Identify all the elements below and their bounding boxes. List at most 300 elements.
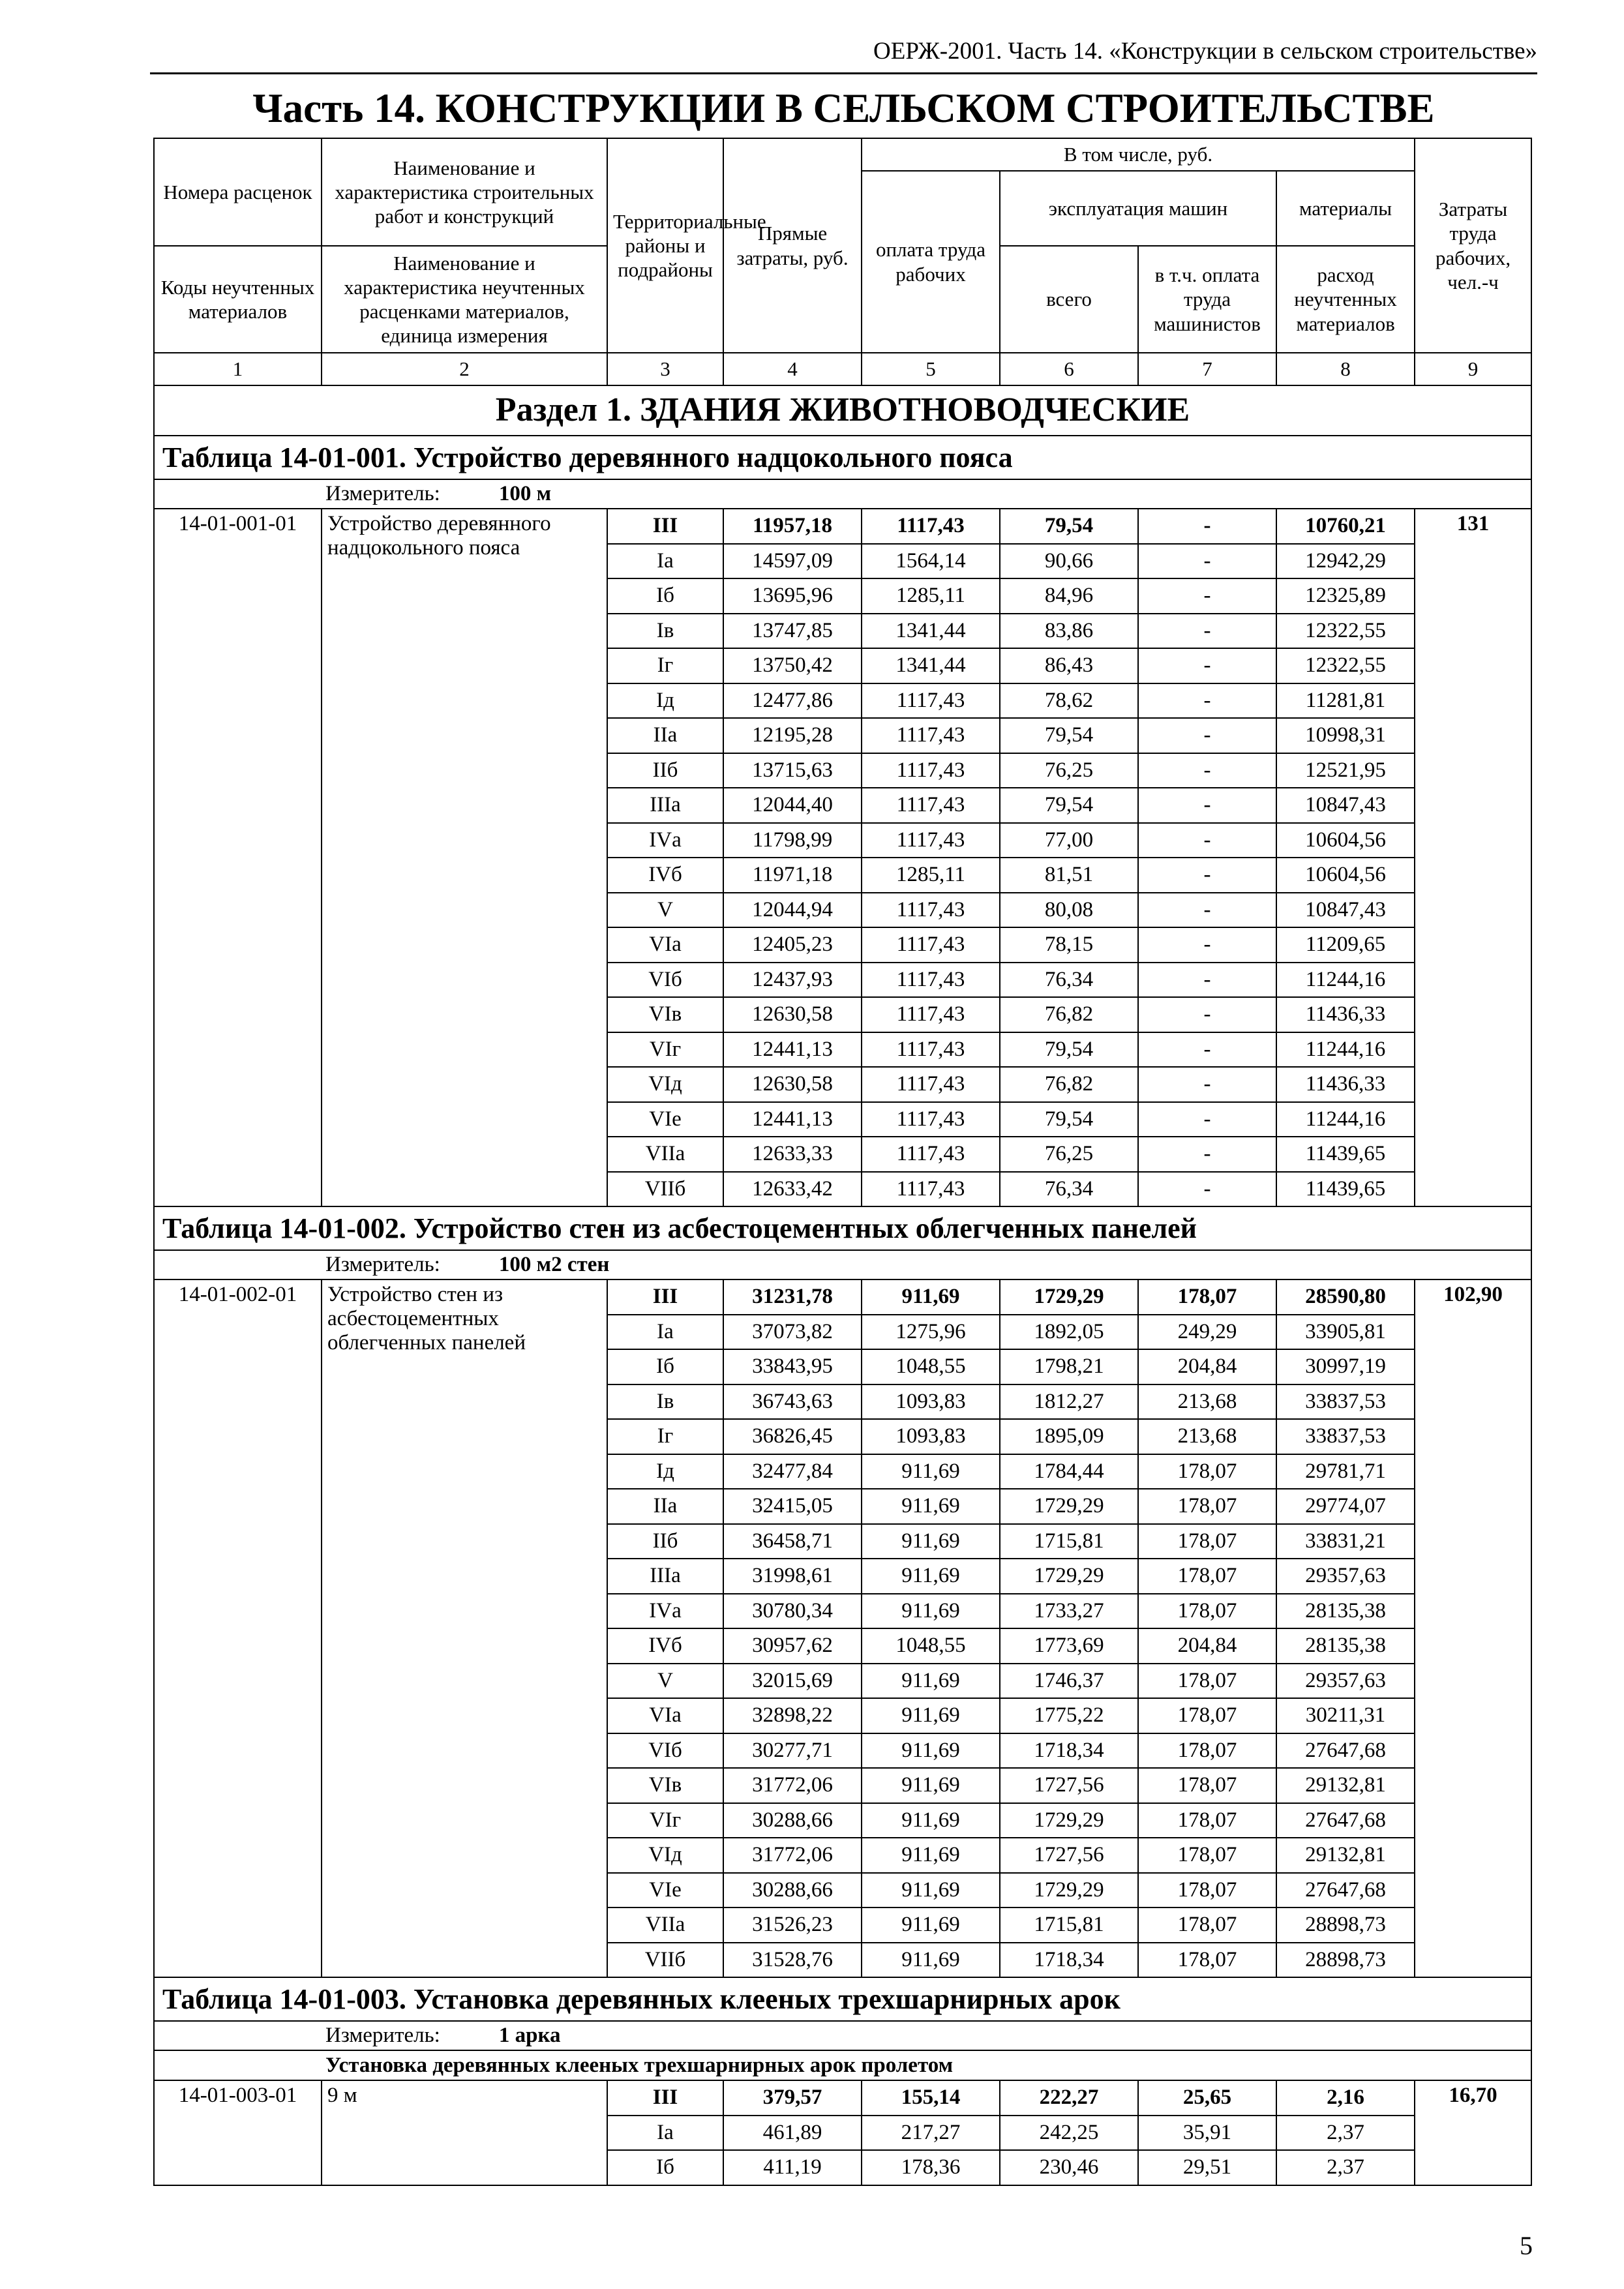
part-title: Часть 14. КОНСТРУКЦИИ В СЕЛЬСКОМ СТРОИТЕЛЬСТВЕ — [252, 85, 1435, 131]
machines-total-cell: 1715,81 — [1000, 1908, 1138, 1943]
wages-cell: 911,69 — [862, 1664, 1000, 1699]
machines-total-cell: 1718,34 — [1000, 1733, 1138, 1769]
region-cell: Iб — [607, 578, 723, 614]
work-name: 9 м — [322, 2080, 607, 2185]
direct-cost-cell: 12405,23 — [723, 927, 862, 963]
region-cell: Iб — [607, 2150, 723, 2185]
machinist-wages-cell: 213,68 — [1138, 1419, 1276, 1454]
machines-total-cell: 84,96 — [1000, 578, 1138, 614]
region-cell: VIг — [607, 1032, 723, 1068]
region-cell: VIIа — [607, 1908, 723, 1943]
labor-cost: 131 — [1415, 509, 1531, 1206]
header-unaccounted-materials: расход неучтенных материалов — [1276, 246, 1415, 353]
wages-cell: 911,69 — [862, 1698, 1000, 1733]
machinist-wages-cell: 178,07 — [1138, 1838, 1276, 1873]
direct-cost-cell: 14597,09 — [723, 544, 862, 579]
direct-cost-cell: 11798,99 — [723, 823, 862, 858]
machines-total-cell: 222,27 — [1000, 2080, 1138, 2116]
materials-cell: 11244,16 — [1276, 963, 1415, 998]
measure-value: 100 м — [498, 482, 552, 506]
direct-cost-cell: 31231,78 — [723, 1279, 862, 1315]
materials-cell: 28135,38 — [1276, 1628, 1415, 1664]
region-cell: IVа — [607, 1594, 723, 1629]
machinist-wages-cell: 249,29 — [1138, 1315, 1276, 1350]
machinist-wages-cell: - — [1138, 753, 1276, 788]
materials-cell: 10998,31 — [1276, 718, 1415, 753]
machinist-wages-cell: 35,91 — [1138, 2116, 1276, 2151]
table-row — [154, 2080, 1531, 2116]
machines-total-cell: 76,25 — [1000, 753, 1138, 788]
machines-total-cell: 1718,34 — [1000, 1943, 1138, 1978]
measure-row — [154, 479, 1531, 509]
region-cell: III — [607, 509, 723, 544]
machinist-wages-cell: 25,65 — [1138, 2080, 1276, 2116]
machinist-wages-cell: 178,07 — [1138, 1559, 1276, 1594]
materials-cell: 29357,63 — [1276, 1559, 1415, 1594]
wages-cell: 911,69 — [862, 1873, 1000, 1908]
materials-cell: 33905,81 — [1276, 1315, 1415, 1350]
wages-cell: 1117,43 — [862, 997, 1000, 1032]
wages-cell: 1093,83 — [862, 1419, 1000, 1454]
machinist-wages-cell: 178,07 — [1138, 1768, 1276, 1803]
column-number: 1 — [154, 353, 322, 385]
materials-cell: 33831,21 — [1276, 1524, 1415, 1559]
header-rule — [150, 72, 1537, 74]
header-materials: материалы — [1276, 171, 1415, 246]
machines-total-cell: 1729,29 — [1000, 1803, 1138, 1838]
machines-total-cell: 230,46 — [1000, 2150, 1138, 2185]
direct-cost-cell: 31526,23 — [723, 1908, 862, 1943]
measure-label: Измеритель: — [325, 2024, 440, 2048]
materials-cell: 33837,53 — [1276, 1419, 1415, 1454]
region-cell: V — [607, 893, 723, 928]
wages-cell: 1117,43 — [862, 718, 1000, 753]
direct-cost-cell: 13695,96 — [723, 578, 862, 614]
wages-cell: 911,69 — [862, 1524, 1000, 1559]
direct-cost-cell: 461,89 — [723, 2116, 862, 2151]
machines-total-cell: 1746,37 — [1000, 1664, 1138, 1699]
wages-cell: 155,14 — [862, 2080, 1000, 2116]
machines-total-cell: 78,15 — [1000, 927, 1138, 963]
region-cell: Iа — [607, 544, 723, 579]
column-number: 4 — [723, 353, 862, 385]
machines-total-cell: 76,82 — [1000, 1067, 1138, 1102]
machinist-wages-cell: - — [1138, 544, 1276, 579]
materials-cell: 10760,21 — [1276, 509, 1415, 544]
wages-cell: 911,69 — [862, 1838, 1000, 1873]
direct-cost-cell: 37073,82 — [723, 1315, 862, 1350]
header-direct-costs: Прямые затраты, руб. — [723, 138, 862, 353]
machinist-wages-cell: - — [1138, 997, 1276, 1032]
materials-cell: 29774,07 — [1276, 1489, 1415, 1524]
materials-cell: 12942,29 — [1276, 544, 1415, 579]
direct-cost-cell: 12633,42 — [723, 1172, 862, 1207]
work-name: Устройство стен из асбестоцементных облегченных панелей — [322, 1279, 607, 1977]
machinist-wages-cell: - — [1138, 788, 1276, 823]
wages-cell: 1117,43 — [862, 1102, 1000, 1137]
materials-cell: 28590,80 — [1276, 1279, 1415, 1315]
wages-cell: 1117,43 — [862, 963, 1000, 998]
machinist-wages-cell: 178,07 — [1138, 1943, 1276, 1978]
machinist-wages-cell: - — [1138, 1032, 1276, 1068]
wages-cell: 1341,44 — [862, 614, 1000, 649]
wages-cell: 1117,43 — [862, 1137, 1000, 1172]
table-row — [154, 509, 1531, 544]
direct-cost-cell: 30288,66 — [723, 1803, 862, 1838]
direct-cost-cell: 12630,58 — [723, 997, 862, 1032]
direct-cost-cell: 31772,06 — [723, 1838, 862, 1873]
labor-cost: 16,70 — [1415, 2080, 1531, 2185]
machines-total-cell: 81,51 — [1000, 858, 1138, 893]
direct-cost-cell: 31528,76 — [723, 1943, 862, 1978]
table-title: Таблица 14-01-002. Устройство стен из асбестоцементных облегченных панелей — [154, 1206, 1531, 1250]
direct-cost-cell: 30957,62 — [723, 1628, 862, 1664]
region-cell: IIIа — [607, 788, 723, 823]
region-cell: VIд — [607, 1067, 723, 1102]
direct-cost-cell: 31772,06 — [723, 1768, 862, 1803]
direct-cost-cell: 13750,42 — [723, 648, 862, 683]
machines-total-cell: 76,82 — [1000, 997, 1138, 1032]
materials-cell: 11244,16 — [1276, 1032, 1415, 1068]
direct-cost-cell: 12195,28 — [723, 718, 862, 753]
machines-total-cell: 1733,27 — [1000, 1594, 1138, 1629]
region-cell: IIа — [607, 1489, 723, 1524]
machines-total-cell: 1729,29 — [1000, 1559, 1138, 1594]
materials-cell: 12325,89 — [1276, 578, 1415, 614]
wages-cell: 1048,55 — [862, 1628, 1000, 1664]
region-cell: Iд — [607, 683, 723, 719]
region-cell: VIб — [607, 1733, 723, 1769]
materials-cell: 11209,65 — [1276, 927, 1415, 963]
machinist-wages-cell: - — [1138, 718, 1276, 753]
header-material-name: Наименование и характеристика неучтенных расценками материалов, единица измерения — [322, 246, 607, 353]
direct-cost-cell: 36743,63 — [723, 1384, 862, 1420]
header-including: В том числе, руб. — [862, 138, 1415, 171]
wages-cell: 1117,43 — [862, 927, 1000, 963]
machines-total-cell: 1715,81 — [1000, 1524, 1138, 1559]
machinist-wages-cell: 178,07 — [1138, 1594, 1276, 1629]
region-cell: Iв — [607, 614, 723, 649]
direct-cost-cell: 32015,69 — [723, 1664, 862, 1699]
machines-total-cell: 78,62 — [1000, 683, 1138, 719]
wages-cell: 217,27 — [862, 2116, 1000, 2151]
rate-code: 14-01-001-01 — [154, 509, 322, 1206]
column-number: 9 — [1415, 353, 1531, 385]
wages-cell: 911,69 — [862, 1943, 1000, 1978]
header-wages: оплата труда рабочих — [862, 171, 1000, 353]
section-title: Раздел 1. ЗДАНИЯ ЖИВОТНОВОДЧЕСКИЕ — [154, 385, 1531, 436]
materials-cell: 10847,43 — [1276, 893, 1415, 928]
machines-total-cell: 90,66 — [1000, 544, 1138, 579]
column-number-row — [154, 353, 1531, 385]
materials-cell: 27647,68 — [1276, 1803, 1415, 1838]
header-machines-total: всего — [1000, 246, 1138, 353]
direct-cost-cell: 33843,95 — [723, 1349, 862, 1384]
machinist-wages-cell: - — [1138, 893, 1276, 928]
region-cell: Iв — [607, 1384, 723, 1420]
machinist-wages-cell: - — [1138, 683, 1276, 719]
materials-cell: 12322,55 — [1276, 614, 1415, 649]
region-cell: VIа — [607, 1698, 723, 1733]
machines-total-cell: 1895,09 — [1000, 1419, 1138, 1454]
machines-total-cell: 1727,56 — [1000, 1838, 1138, 1873]
machinist-wages-cell: 178,07 — [1138, 1698, 1276, 1733]
materials-cell: 11281,81 — [1276, 683, 1415, 719]
region-cell: IVб — [607, 1628, 723, 1664]
column-number: 5 — [862, 353, 1000, 385]
column-number: 2 — [322, 353, 607, 385]
materials-cell: 30211,31 — [1276, 1698, 1415, 1733]
direct-cost-cell: 379,57 — [723, 2080, 862, 2116]
wages-cell: 911,69 — [862, 1908, 1000, 1943]
machines-total-cell: 79,54 — [1000, 718, 1138, 753]
machinist-wages-cell: 213,68 — [1138, 1384, 1276, 1420]
direct-cost-cell: 12044,40 — [723, 788, 862, 823]
column-number: 6 — [1000, 353, 1138, 385]
region-cell: VIд — [607, 1838, 723, 1873]
wages-cell: 1117,43 — [862, 823, 1000, 858]
wages-cell: 1285,11 — [862, 858, 1000, 893]
header-rate-numbers: Номера расценок — [154, 138, 322, 246]
materials-cell: 2,37 — [1276, 2150, 1415, 2185]
region-cell: VIв — [607, 997, 723, 1032]
region-cell: V — [607, 1664, 723, 1699]
materials-cell: 11436,33 — [1276, 997, 1415, 1032]
table-row — [154, 1279, 1531, 1315]
machinist-wages-cell: - — [1138, 1172, 1276, 1207]
machines-total-cell: 79,54 — [1000, 509, 1138, 544]
machines-total-cell: 1775,22 — [1000, 1698, 1138, 1733]
machines-total-cell: 76,25 — [1000, 1137, 1138, 1172]
machines-total-cell: 79,54 — [1000, 1032, 1138, 1068]
subgroup-title: Установка деревянных клееных трехшарнирных арок пролетом — [154, 2050, 1531, 2080]
materials-cell: 12322,55 — [1276, 648, 1415, 683]
machines-total-cell: 1892,05 — [1000, 1315, 1138, 1350]
machines-total-cell: 1812,27 — [1000, 1384, 1138, 1420]
machinist-wages-cell: - — [1138, 858, 1276, 893]
direct-cost-cell: 411,19 — [723, 2150, 862, 2185]
machines-total-cell: 242,25 — [1000, 2116, 1138, 2151]
wages-cell: 911,69 — [862, 1489, 1000, 1524]
rates-table — [153, 138, 1532, 2186]
table-title: Таблица 14-01-001. Устройство деревянного надцокольного пояса — [154, 436, 1531, 479]
header-codes: Коды неучтенных материалов — [154, 246, 322, 353]
region-cell: IIб — [607, 1524, 723, 1559]
machines-total-cell: 1773,69 — [1000, 1628, 1138, 1664]
direct-cost-cell: 32477,84 — [723, 1454, 862, 1489]
header-machines: эксплуатация машин — [1000, 171, 1276, 246]
region-cell: VIе — [607, 1102, 723, 1137]
direct-cost-cell: 12441,13 — [723, 1032, 862, 1068]
direct-cost-cell: 12477,86 — [723, 683, 862, 719]
wages-cell: 911,69 — [862, 1454, 1000, 1489]
materials-cell: 29357,63 — [1276, 1664, 1415, 1699]
wages-cell: 911,69 — [862, 1768, 1000, 1803]
machinist-wages-cell: 178,07 — [1138, 1733, 1276, 1769]
direct-cost-cell: 32898,22 — [723, 1698, 862, 1733]
region-cell: Iд — [607, 1454, 723, 1489]
column-number: 7 — [1138, 353, 1276, 385]
machinist-wages-cell: 29,51 — [1138, 2150, 1276, 2185]
region-cell: III — [607, 1279, 723, 1315]
region-cell: VIа — [607, 927, 723, 963]
machinist-wages-cell: 178,07 — [1138, 1454, 1276, 1489]
machinist-wages-cell: - — [1138, 963, 1276, 998]
machinist-wages-cell: - — [1138, 823, 1276, 858]
rate-code: 14-01-003-01 — [154, 2080, 322, 2185]
direct-cost-cell: 32415,05 — [723, 1489, 862, 1524]
region-cell: VIв — [607, 1768, 723, 1803]
machines-total-cell: 79,54 — [1000, 1102, 1138, 1137]
machines-total-cell: 76,34 — [1000, 963, 1138, 998]
measure-value: 100 м2 стен — [498, 1253, 610, 1277]
materials-cell: 2,16 — [1276, 2080, 1415, 2116]
region-cell: Iг — [607, 1419, 723, 1454]
rate-code: 14-01-002-01 — [154, 1279, 322, 1977]
region-cell: VIIб — [607, 1172, 723, 1207]
machinist-wages-cell: 178,07 — [1138, 1489, 1276, 1524]
page-number: 5 — [1520, 2231, 1533, 2260]
region-cell: IIIа — [607, 1559, 723, 1594]
region-cell: IVа — [607, 823, 723, 858]
materials-cell: 28898,73 — [1276, 1908, 1415, 1943]
measure-value: 1 арка — [498, 2024, 561, 2048]
region-cell: VIIб — [607, 1943, 723, 1978]
machines-total-cell: 86,43 — [1000, 648, 1138, 683]
materials-cell: 27647,68 — [1276, 1873, 1415, 1908]
machines-total-cell: 77,00 — [1000, 823, 1138, 858]
materials-cell: 28898,73 — [1276, 1943, 1415, 1978]
wages-cell: 1048,55 — [862, 1349, 1000, 1384]
machinist-wages-cell: 204,84 — [1138, 1628, 1276, 1664]
machinist-wages-cell: - — [1138, 614, 1276, 649]
machinist-wages-cell: 178,07 — [1138, 1664, 1276, 1699]
wages-cell: 1117,43 — [862, 893, 1000, 928]
region-cell: Iа — [607, 2116, 723, 2151]
wages-cell: 1117,43 — [862, 1067, 1000, 1102]
wages-cell: 1285,11 — [862, 578, 1000, 614]
region-cell: IVб — [607, 858, 723, 893]
wages-cell: 1093,83 — [862, 1384, 1000, 1420]
region-cell: Iг — [607, 648, 723, 683]
machinist-wages-cell: - — [1138, 1137, 1276, 1172]
materials-cell: 10604,56 — [1276, 858, 1415, 893]
direct-cost-cell: 36458,71 — [723, 1524, 862, 1559]
direct-cost-cell: 36826,45 — [723, 1419, 862, 1454]
direct-cost-cell: 30288,66 — [723, 1873, 862, 1908]
machines-total-cell: 79,54 — [1000, 788, 1138, 823]
materials-cell: 29781,71 — [1276, 1454, 1415, 1489]
region-cell: VIг — [607, 1803, 723, 1838]
measure-row — [154, 1250, 1531, 1279]
materials-cell: 11439,65 — [1276, 1137, 1415, 1172]
machines-total-cell: 76,34 — [1000, 1172, 1138, 1207]
materials-cell: 29132,81 — [1276, 1838, 1415, 1873]
materials-cell: 11436,33 — [1276, 1067, 1415, 1102]
machinist-wages-cell: - — [1138, 648, 1276, 683]
machines-total-cell: 80,08 — [1000, 893, 1138, 928]
materials-cell: 11439,65 — [1276, 1172, 1415, 1207]
header-machinist-wages: в т.ч. оплата труда машинистов — [1138, 246, 1276, 353]
machinist-wages-cell: - — [1138, 1102, 1276, 1137]
direct-cost-cell: 11971,18 — [723, 858, 862, 893]
header-regions: Территориальные районы и подрайоны — [607, 138, 723, 353]
labor-cost: 102,90 — [1415, 1279, 1531, 1977]
machinist-wages-cell: 178,07 — [1138, 1524, 1276, 1559]
machinist-wages-cell: - — [1138, 1067, 1276, 1102]
wages-cell: 1117,43 — [862, 1172, 1000, 1207]
direct-cost-cell: 30277,71 — [723, 1733, 862, 1769]
running-header: ОЕРЖ-2001. Часть 14. «Конструкции в сельском строительстве» — [873, 38, 1537, 65]
wages-cell: 1117,43 — [862, 753, 1000, 788]
wages-cell: 911,69 — [862, 1559, 1000, 1594]
materials-cell: 30997,19 — [1276, 1349, 1415, 1384]
direct-cost-cell: 12630,58 — [723, 1067, 862, 1102]
wages-cell: 1341,44 — [862, 648, 1000, 683]
direct-cost-cell: 12633,33 — [723, 1137, 862, 1172]
wages-cell: 1117,43 — [862, 509, 1000, 544]
machinist-wages-cell: - — [1138, 927, 1276, 963]
machines-total-cell: 83,86 — [1000, 614, 1138, 649]
machinist-wages-cell: 178,07 — [1138, 1873, 1276, 1908]
machines-total-cell: 1729,29 — [1000, 1873, 1138, 1908]
work-name: Устройство деревянного надцокольного пояса — [322, 509, 607, 1206]
machinist-wages-cell: 204,84 — [1138, 1349, 1276, 1384]
region-cell: IIа — [607, 718, 723, 753]
wages-cell: 178,36 — [862, 2150, 1000, 2185]
direct-cost-cell: 30780,34 — [723, 1594, 862, 1629]
direct-cost-cell: 13747,85 — [723, 614, 862, 649]
machines-total-cell: 1729,29 — [1000, 1279, 1138, 1315]
region-cell: VIе — [607, 1873, 723, 1908]
region-cell: Iб — [607, 1349, 723, 1384]
measure-label: Измеритель: — [325, 1253, 440, 1277]
wages-cell: 911,69 — [862, 1279, 1000, 1315]
column-number: 3 — [607, 353, 723, 385]
direct-cost-cell: 12044,94 — [723, 893, 862, 928]
direct-cost-cell: 12437,93 — [723, 963, 862, 998]
machines-total-cell: 1784,44 — [1000, 1454, 1138, 1489]
header-labor: Затраты труда рабочих, чел.-ч — [1415, 138, 1531, 353]
materials-cell: 11244,16 — [1276, 1102, 1415, 1137]
wages-cell: 1117,43 — [862, 683, 1000, 719]
wages-cell: 1117,43 — [862, 1032, 1000, 1068]
region-cell: VIIа — [607, 1137, 723, 1172]
wages-cell: 1275,96 — [862, 1315, 1000, 1350]
machines-total-cell: 1798,21 — [1000, 1349, 1138, 1384]
direct-cost-cell: 31998,61 — [723, 1559, 862, 1594]
machines-total-cell: 1727,56 — [1000, 1768, 1138, 1803]
header-work-name: Наименование и характеристика строительных работ и конструкций — [322, 138, 607, 246]
wages-cell: 911,69 — [862, 1803, 1000, 1838]
column-number: 8 — [1276, 353, 1415, 385]
direct-cost-cell: 11957,18 — [723, 509, 862, 544]
measure-row — [154, 2021, 1531, 2050]
wages-cell: 911,69 — [862, 1594, 1000, 1629]
machinist-wages-cell: 178,07 — [1138, 1908, 1276, 1943]
direct-cost-cell: 13715,63 — [723, 753, 862, 788]
machinist-wages-cell: - — [1138, 578, 1276, 614]
materials-cell: 10604,56 — [1276, 823, 1415, 858]
materials-cell: 28135,38 — [1276, 1594, 1415, 1629]
materials-cell: 10847,43 — [1276, 788, 1415, 823]
wages-cell: 1117,43 — [862, 788, 1000, 823]
region-cell: IIб — [607, 753, 723, 788]
machinist-wages-cell: 178,07 — [1138, 1803, 1276, 1838]
direct-cost-cell: 12441,13 — [723, 1102, 862, 1137]
materials-cell: 29132,81 — [1276, 1768, 1415, 1803]
measure-label: Измеритель: — [325, 482, 440, 506]
